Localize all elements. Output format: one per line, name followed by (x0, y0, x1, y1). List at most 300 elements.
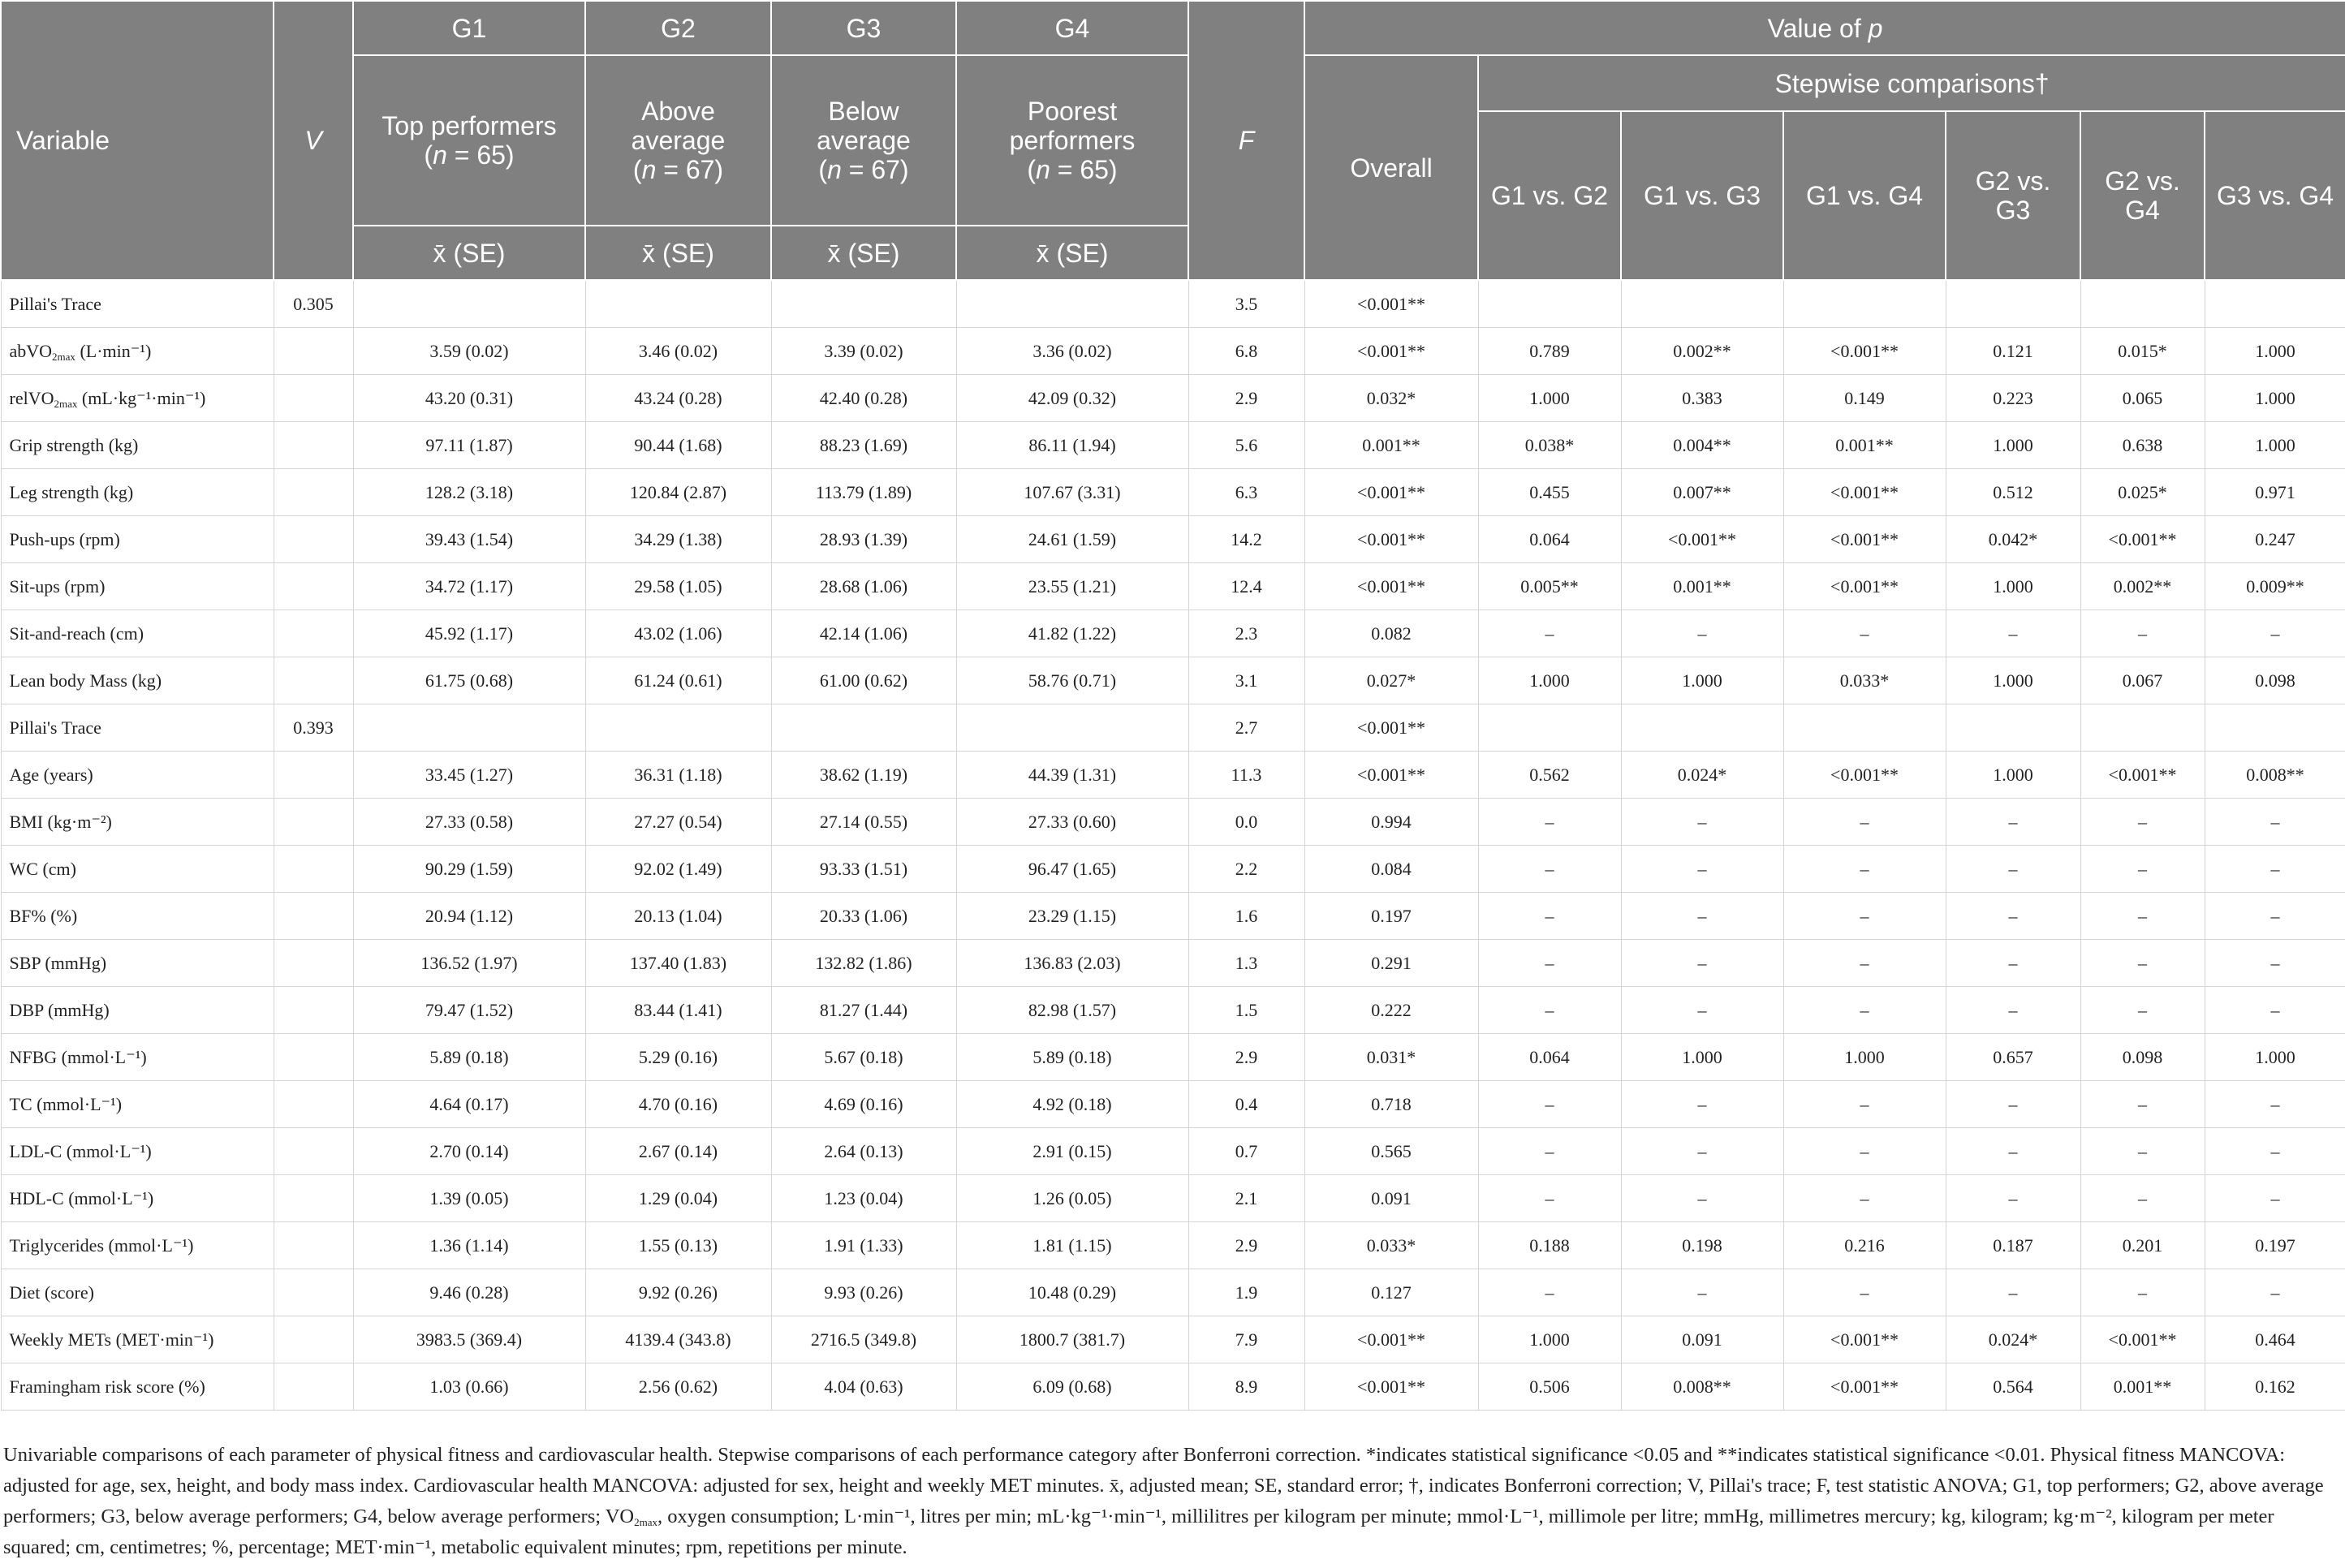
cell-c24: – (2080, 1269, 2205, 1316)
table-row (1, 422, 2345, 469)
cell-g2: 5.29 (0.16) (585, 1034, 771, 1081)
cell-c13: – (1621, 893, 1783, 940)
table-row (1, 1081, 2345, 1128)
cell-c34: – (2205, 610, 2345, 657)
cell-overall: <0.001** (1304, 469, 1478, 516)
cell-v: 0.305 (274, 280, 353, 328)
cell-g3: 2716.5 (349.8) (771, 1316, 956, 1363)
cell-c23: 0.512 (1946, 469, 2080, 516)
cell-variable: Sit-ups (rpm) (1, 563, 274, 610)
cell-variable: Age (years) (1, 752, 274, 799)
cell-c13 (1621, 280, 1783, 328)
header-g4-code: G4 (956, 1, 1188, 55)
cell-v (274, 563, 353, 610)
cell-g4: 42.09 (0.32) (956, 375, 1188, 422)
cell-c14: – (1783, 1081, 1946, 1128)
cell-v (274, 1363, 353, 1411)
cell-c34: 0.008** (2205, 752, 2345, 799)
cell-g4: 3.36 (0.02) (956, 328, 1188, 375)
table-row (1, 610, 2345, 657)
cell-c14: – (1783, 1269, 1946, 1316)
cell-overall: 0.001** (1304, 422, 1478, 469)
cell-g3: 42.14 (1.06) (771, 610, 956, 657)
cell-g2: 90.44 (1.68) (585, 422, 771, 469)
cell-c34: – (2205, 893, 2345, 940)
cell-f: 7.9 (1188, 1316, 1304, 1363)
cell-v (274, 375, 353, 422)
cell-v (274, 657, 353, 704)
cell-overall: 0.027* (1304, 657, 1478, 704)
cell-g2: 43.02 (1.06) (585, 610, 771, 657)
cell-overall: 0.994 (1304, 799, 1478, 846)
cell-c12: 1.000 (1478, 375, 1621, 422)
cell-c23: – (1946, 846, 2080, 893)
cell-g4: 24.61 (1.59) (956, 516, 1188, 563)
table-row (1, 280, 2345, 328)
cell-c14: 0.216 (1783, 1222, 1946, 1269)
cell-g3: 93.33 (1.51) (771, 846, 956, 893)
cell-c34: 0.197 (2205, 1222, 2345, 1269)
cell-c14: <0.001** (1783, 563, 1946, 610)
cell-c34: 0.162 (2205, 1363, 2345, 1411)
cell-c13: 0.198 (1621, 1222, 1783, 1269)
cell-v (274, 422, 353, 469)
cell-v (274, 469, 353, 516)
cell-g2: 29.58 (1.05) (585, 563, 771, 610)
table-footnote: Univariable comparisons of each parameter of physical fitness and cardiovascular health. Stepwise comparisons of each performance category after Bonferroni correction. *indicates statistical significance <0.05 and **indicates statistical significance <0.01. Physical fitness MANCOVA: adjusted for age, sex, height, and body mass index. Cardiovascular health MANCOVA: adjusted for sex, height and weekly MET minutes. x̄, adjusted mean; SE, standard error; †, indicates Bonferroni correction; V, Pillai's trace; F, test statistic ANOVA; G1, top performers; G2, above average performers; G3, below average performers; G4, below average performers; $VO_{2max}$, oxygen consumption; L·min⁻¹, litres per min; mL·kg⁻¹·min⁻¹, millilitres per kilogram per minute; mmol·L⁻¹, millimole per litre; mmHg, millimetres mercury; kg, kilogram; kg·m⁻², kilogram per meter squared; cm, centimetres; %, percentage; MET·min⁻¹, metabolic equivalent minutes; rpm, repetitions per minute. (3, 1444, 2324, 1558)
cell-c24: – (2080, 987, 2205, 1034)
cell-g2: 4.70 (0.16) (585, 1081, 771, 1128)
cell-f: 8.9 (1188, 1363, 1304, 1411)
table-row (1, 1316, 2345, 1363)
cell-g2: 120.84 (2.87) (585, 469, 771, 516)
cell-g4: 96.47 (1.65) (956, 846, 1188, 893)
cell-c14: 0.149 (1783, 375, 1946, 422)
cell-g4 (956, 280, 1188, 328)
cell-c23 (1946, 704, 2080, 752)
cell-g1: 4.64 (0.17) (353, 1081, 585, 1128)
cell-c14: <0.001** (1783, 752, 1946, 799)
cell-f: 14.2 (1188, 516, 1304, 563)
cell-c23: 0.121 (1946, 328, 2080, 375)
header-g4-stat: x̄ (SE) (956, 226, 1188, 280)
cell-overall: 0.033* (1304, 1222, 1478, 1269)
cell-g3: 61.00 (0.62) (771, 657, 956, 704)
cell-f: 12.4 (1188, 563, 1304, 610)
table-row (1, 563, 2345, 610)
cell-f: 6.8 (1188, 328, 1304, 375)
cell-variable: Weekly METs (MET·min⁻¹) (1, 1316, 274, 1363)
cell-f: 0.0 (1188, 799, 1304, 846)
cell-g4: 27.33 (0.60) (956, 799, 1188, 846)
cell-g2: 34.29 (1.38) (585, 516, 771, 563)
cell-overall: <0.001** (1304, 516, 1478, 563)
cell-f: 2.7 (1188, 704, 1304, 752)
cell-g4: 107.67 (3.31) (956, 469, 1188, 516)
cell-c14: 0.033* (1783, 657, 1946, 704)
cell-c23: – (1946, 940, 2080, 987)
cell-g4: 1800.7 (381.7) (956, 1316, 1188, 1363)
cell-g1: 45.92 (1.17) (353, 610, 585, 657)
cell-c13: 0.008** (1621, 1363, 1783, 1411)
cell-c14: 0.001** (1783, 422, 1946, 469)
table-row (1, 1222, 2345, 1269)
cell-c24: 0.098 (2080, 1034, 2205, 1081)
cell-c13: <0.001** (1621, 516, 1783, 563)
cell-g4: 1.81 (1.15) (956, 1222, 1188, 1269)
header-cmp-g3-g4: G3 vs. G4 (2205, 111, 2345, 280)
cell-variable: Sit-and-reach (cm) (1, 610, 274, 657)
cell-g1: 34.72 (1.17) (353, 563, 585, 610)
cell-c12: 0.064 (1478, 1034, 1621, 1081)
cell-overall: 0.127 (1304, 1269, 1478, 1316)
header-cmp-g1-g4: G1 vs. G4 (1783, 111, 1946, 280)
cell-c13: – (1621, 1081, 1783, 1128)
cell-c12: – (1478, 940, 1621, 987)
cell-g2: 2.67 (0.14) (585, 1128, 771, 1175)
cell-overall: 0.032* (1304, 375, 1478, 422)
cell-g4: 2.91 (0.15) (956, 1128, 1188, 1175)
header-g2-code: G2 (585, 1, 771, 55)
cell-g3 (771, 280, 956, 328)
cell-g1 (353, 704, 585, 752)
cell-c34: 1.000 (2205, 328, 2345, 375)
cell-g4: 44.39 (1.31) (956, 752, 1188, 799)
cell-g1: 1.03 (0.66) (353, 1363, 585, 1411)
table-row (1, 704, 2345, 752)
cell-g2: 4139.4 (343.8) (585, 1316, 771, 1363)
cell-g3: 9.93 (0.26) (771, 1269, 956, 1316)
cell-g1: 2.70 (0.14) (353, 1128, 585, 1175)
cell-c14: <0.001** (1783, 516, 1946, 563)
cell-variable: DBP (mmHg) (1, 987, 274, 1034)
cell-c12: – (1478, 846, 1621, 893)
cell-g2 (585, 704, 771, 752)
cell-c23: 0.657 (1946, 1034, 2080, 1081)
cell-g2: 36.31 (1.18) (585, 752, 771, 799)
cell-overall: <0.001** (1304, 328, 1478, 375)
cell-g3: 28.93 (1.39) (771, 516, 956, 563)
cell-v (274, 1316, 353, 1363)
cell-f: 2.9 (1188, 375, 1304, 422)
cell-c23: – (1946, 799, 2080, 846)
cell-c14: <0.001** (1783, 1316, 1946, 1363)
cell-g2: 2.56 (0.62) (585, 1363, 771, 1411)
cell-g3: 27.14 (0.55) (771, 799, 956, 846)
cell-c24: – (2080, 1081, 2205, 1128)
cell-g1: 136.52 (1.97) (353, 940, 585, 987)
cell-variable: SBP (mmHg) (1, 940, 274, 987)
cell-c13: – (1621, 610, 1783, 657)
cell-c23: – (1946, 610, 2080, 657)
cell-variable: TC (mmol·L⁻¹) (1, 1081, 274, 1128)
table-row (1, 1034, 2345, 1081)
cell-g1: 20.94 (1.12) (353, 893, 585, 940)
cell-c24: 0.025* (2080, 469, 2205, 516)
header-g4-name: Poorest performers (n = 65) (956, 55, 1188, 226)
cell-g1: 97.11 (1.87) (353, 422, 585, 469)
cell-g1: 5.89 (0.18) (353, 1034, 585, 1081)
cell-variable: Diet (score) (1, 1269, 274, 1316)
cell-c13: 0.024* (1621, 752, 1783, 799)
table-row (1, 1128, 2345, 1175)
cell-c34: 0.247 (2205, 516, 2345, 563)
cell-variable: HDL-C (mmol·L⁻¹) (1, 1175, 274, 1222)
cell-v (274, 940, 353, 987)
cell-overall: 0.091 (1304, 1175, 1478, 1222)
cell-g3: 3.39 (0.02) (771, 328, 956, 375)
cell-c34: – (2205, 987, 2345, 1034)
cell-c23: 0.042* (1946, 516, 2080, 563)
cell-c12: 0.188 (1478, 1222, 1621, 1269)
cell-c34: 0.971 (2205, 469, 2345, 516)
cell-c34: 1.000 (2205, 375, 2345, 422)
table-row (1, 1175, 2345, 1222)
cell-g3: 4.69 (0.16) (771, 1081, 956, 1128)
cell-g1: 43.20 (0.31) (353, 375, 585, 422)
cell-c24: 0.065 (2080, 375, 2205, 422)
header-g2-name: Above average (n = 67) (585, 55, 771, 226)
cell-c14: – (1783, 940, 1946, 987)
cell-c14: <0.001** (1783, 469, 1946, 516)
table-row (1, 1363, 2345, 1411)
cell-c23: – (1946, 1175, 2080, 1222)
cell-g3: 38.62 (1.19) (771, 752, 956, 799)
cell-variable: Pillai's Trace (1, 704, 274, 752)
cell-g1: 90.29 (1.59) (353, 846, 585, 893)
cell-c12 (1478, 704, 1621, 752)
header-v: V (274, 1, 353, 280)
cell-overall: <0.001** (1304, 1363, 1478, 1411)
cell-c24: <0.001** (2080, 516, 2205, 563)
cell-g3: 2.64 (0.13) (771, 1128, 956, 1175)
cell-g4: 58.76 (0.71) (956, 657, 1188, 704)
cell-variable: Framingham risk score (%) (1, 1363, 274, 1411)
cell-c23: 0.024* (1946, 1316, 2080, 1363)
cell-overall: 0.291 (1304, 940, 1478, 987)
cell-c24: – (2080, 846, 2205, 893)
header-g1-name: Top performers (n = 65) (353, 55, 585, 226)
cell-c34 (2205, 280, 2345, 328)
cell-g1: 3983.5 (369.4) (353, 1316, 585, 1363)
cell-c34: – (2205, 1081, 2345, 1128)
header-g1-code: G1 (353, 1, 585, 55)
cell-c34: – (2205, 1269, 2345, 1316)
cell-c24: 0.002** (2080, 563, 2205, 610)
cell-g1: 3.59 (0.02) (353, 328, 585, 375)
cell-c12: 1.000 (1478, 657, 1621, 704)
cell-c13: – (1621, 799, 1783, 846)
cell-g3: 42.40 (0.28) (771, 375, 956, 422)
cell-c14: – (1783, 610, 1946, 657)
cell-c23: 0.564 (1946, 1363, 2080, 1411)
cell-f: 2.2 (1188, 846, 1304, 893)
cell-v (274, 1269, 353, 1316)
cell-g2: 27.27 (0.54) (585, 799, 771, 846)
cell-g3: 4.04 (0.63) (771, 1363, 956, 1411)
cell-c14: – (1783, 893, 1946, 940)
cell-overall: <0.001** (1304, 1316, 1478, 1363)
cell-c34: 0.464 (2205, 1316, 2345, 1363)
cell-f: 0.4 (1188, 1081, 1304, 1128)
cell-v (274, 328, 353, 375)
cell-c14: – (1783, 1128, 1946, 1175)
header-cmp-g2-g3: G2 vs. G3 (1946, 111, 2080, 280)
cell-g3: 1.91 (1.33) (771, 1222, 956, 1269)
cell-g1 (353, 280, 585, 328)
cell-c12: 0.038* (1478, 422, 1621, 469)
table-row (1, 987, 2345, 1034)
cell-c34: 1.000 (2205, 1034, 2345, 1081)
table-row (1, 893, 2345, 940)
header-variable: Variable (1, 1, 274, 280)
cell-g3: 81.27 (1.44) (771, 987, 956, 1034)
cell-g2: 61.24 (0.61) (585, 657, 771, 704)
cell-c34: 0.098 (2205, 657, 2345, 704)
cell-c24: – (2080, 940, 2205, 987)
header-cmp-g1-g2: G1 vs. G2 (1478, 111, 1621, 280)
cell-v (274, 846, 353, 893)
cell-g2: 43.24 (0.28) (585, 375, 771, 422)
cell-v (274, 752, 353, 799)
cell-v (274, 1034, 353, 1081)
cell-c13 (1621, 704, 1783, 752)
cell-c34: 0.009** (2205, 563, 2345, 610)
cell-g4: 4.92 (0.18) (956, 1081, 1188, 1128)
cell-g4: 23.29 (1.15) (956, 893, 1188, 940)
cell-c24 (2080, 280, 2205, 328)
cell-c14: – (1783, 1175, 1946, 1222)
cell-f: 2.1 (1188, 1175, 1304, 1222)
cell-c24: – (2080, 1128, 2205, 1175)
cell-f: 2.9 (1188, 1222, 1304, 1269)
cell-variable: NFBG (mmol·L⁻¹) (1, 1034, 274, 1081)
cell-g4: 6.09 (0.68) (956, 1363, 1188, 1411)
cell-g3: 28.68 (1.06) (771, 563, 956, 610)
cell-v (274, 516, 353, 563)
cell-f: 1.9 (1188, 1269, 1304, 1316)
cell-c24: <0.001** (2080, 752, 2205, 799)
cell-g1: 39.43 (1.54) (353, 516, 585, 563)
cell-variable: BMI (kg·m⁻²) (1, 799, 274, 846)
cell-g1: 128.2 (3.18) (353, 469, 585, 516)
cell-c23: 1.000 (1946, 752, 2080, 799)
cell-g2: 9.92 (0.26) (585, 1269, 771, 1316)
cell-g4: 82.98 (1.57) (956, 987, 1188, 1034)
cell-c34: – (2205, 940, 2345, 987)
header-cmp-g1-g3: G1 vs. G3 (1621, 111, 1783, 280)
cell-f: 1.5 (1188, 987, 1304, 1034)
cell-c24: 0.067 (2080, 657, 2205, 704)
cell-variable: Grip strength (kg) (1, 422, 274, 469)
cell-c13: 0.002** (1621, 328, 1783, 375)
cell-c12: 0.005** (1478, 563, 1621, 610)
cell-c24: 0.015* (2080, 328, 2205, 375)
header-g3-stat: x̄ (SE) (771, 226, 956, 280)
table-row (1, 469, 2345, 516)
cell-g4: 86.11 (1.94) (956, 422, 1188, 469)
cell-f: 6.3 (1188, 469, 1304, 516)
header-g1-stat: x̄ (SE) (353, 226, 585, 280)
header-stepwise: Stepwise comparisons† (1478, 55, 2345, 111)
cell-v (274, 1081, 353, 1128)
cell-f: 2.9 (1188, 1034, 1304, 1081)
cell-g3 (771, 704, 956, 752)
cell-c13: – (1621, 940, 1783, 987)
cell-f: 5.6 (1188, 422, 1304, 469)
cell-variable: relVO$_{2max}$ (mL·kg⁻¹·min⁻¹) (1, 375, 274, 422)
cell-v (274, 610, 353, 657)
cell-c12: – (1478, 799, 1621, 846)
header-overall: Overall (1304, 55, 1478, 280)
table-row (1, 1269, 2345, 1316)
cell-c34 (2205, 704, 2345, 752)
cell-g3: 113.79 (1.89) (771, 469, 956, 516)
cell-c13: 0.383 (1621, 375, 1783, 422)
cell-variable: WC (cm) (1, 846, 274, 893)
cell-c23: – (1946, 893, 2080, 940)
cell-c13: – (1621, 1128, 1783, 1175)
cell-variable: LDL-C (mmol·L⁻¹) (1, 1128, 274, 1175)
cell-g4 (956, 704, 1188, 752)
cell-variable: abVO$_{2max}$ (L·min⁻¹) (1, 328, 274, 375)
cell-v (274, 1222, 353, 1269)
cell-c14: – (1783, 987, 1946, 1034)
cell-c14 (1783, 704, 1946, 752)
cell-c23 (1946, 280, 2080, 328)
cell-c34: – (2205, 1128, 2345, 1175)
cell-c13: 0.001** (1621, 563, 1783, 610)
cell-c23: – (1946, 987, 2080, 1034)
cell-overall: 0.084 (1304, 846, 1478, 893)
cell-c13: 0.007** (1621, 469, 1783, 516)
cell-c12: – (1478, 1175, 1621, 1222)
cell-c24: – (2080, 799, 2205, 846)
cell-v (274, 1128, 353, 1175)
cell-f: 3.5 (1188, 280, 1304, 328)
cell-c12: 0.789 (1478, 328, 1621, 375)
table-row (1, 846, 2345, 893)
header-g3-code: G3 (771, 1, 956, 55)
cell-c23: – (1946, 1128, 2080, 1175)
cell-variable: Triglycerides (mmol·L⁻¹) (1, 1222, 274, 1269)
cell-c34: – (2205, 1175, 2345, 1222)
cell-overall: 0.565 (1304, 1128, 1478, 1175)
cell-c13: 0.004** (1621, 422, 1783, 469)
cell-g3: 1.23 (0.04) (771, 1175, 956, 1222)
cell-c24: – (2080, 893, 2205, 940)
cell-c13: 1.000 (1621, 1034, 1783, 1081)
cell-c12: 0.506 (1478, 1363, 1621, 1411)
cell-c13: – (1621, 1269, 1783, 1316)
cell-c23: 1.000 (1946, 563, 2080, 610)
cell-c23: 1.000 (1946, 422, 2080, 469)
cell-g4: 23.55 (1.21) (956, 563, 1188, 610)
cell-g4: 5.89 (0.18) (956, 1034, 1188, 1081)
cell-f: 1.6 (1188, 893, 1304, 940)
cell-c34: 1.000 (2205, 422, 2345, 469)
cell-c13: – (1621, 846, 1783, 893)
cell-c24: <0.001** (2080, 1316, 2205, 1363)
cell-c13: 1.000 (1621, 657, 1783, 704)
cell-c12: – (1478, 893, 1621, 940)
cell-c12: 0.064 (1478, 516, 1621, 563)
cell-g3: 132.82 (1.86) (771, 940, 956, 987)
cell-v (274, 1175, 353, 1222)
cell-c14: <0.001** (1783, 328, 1946, 375)
cell-c23: – (1946, 1081, 2080, 1128)
cell-overall: 0.082 (1304, 610, 1478, 657)
